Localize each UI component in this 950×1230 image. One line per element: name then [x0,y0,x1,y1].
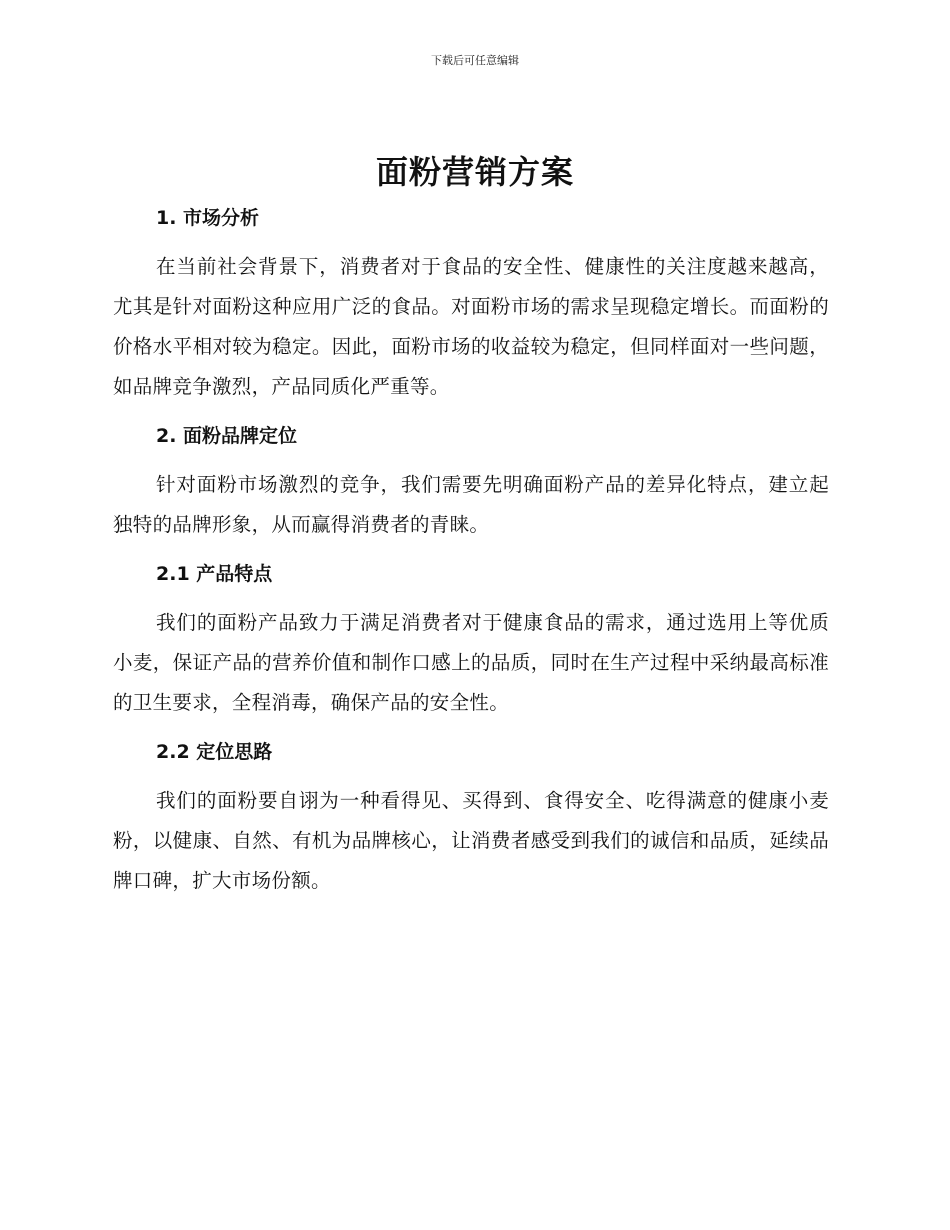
page-header-note: 下载后可任意编辑 [431,54,519,67]
document-body [113,203,829,901]
section-positioning-ideas [113,737,829,901]
section-paragraph: 针对面粉市场激烈的竞争，我们需要先明确面粉产品的差异化特点，建立起独特的品牌形象，从而赢得消费者的青睐。 [113,473,829,536]
document-title: 面粉营销方案 [375,153,574,191]
section-market-analysis [113,203,829,407]
section-brand-positioning [113,421,829,545]
section-heading: 2.1 产品特点 [156,563,273,585]
section-paragraph: 我们的面粉要自诩为一种看得见、买得到、食得安全、吃得满意的健康小麦粉，以健康、自然、有机为品牌核心，让消费者感受到我们的诚信和品质，延续品牌口碑，扩大市场份额。 [113,789,829,892]
section-paragraph: 我们的面粉产品致力于满足消费者对于健康食品的需求，通过选用上等优质小麦，保证产品的营养价值和制作口感上的品质，同时在生产过程中采纳最高标准的卫生要求，全程消毒，确保产品的安全性。 [113,611,829,714]
section-heading: 2. 面粉品牌定位 [156,425,298,447]
section-product-features [113,559,829,723]
section-heading: 2.2 定位思路 [156,741,273,763]
section-paragraph: 在当前社会背景下，消费者对于食品的安全性、健康性的关注度越来越高，尤其是针对面粉这种应用广泛的食品。对面粉市场的需求呈现稳定增长。而面粉的价格水平相对较为稳定。因此，面粉市场的收益较为稳定，但同样面对一些问题，如品牌竞争激烈，产品同质化严重等。 [113,255,829,398]
section-heading: 1. 市场分析 [156,207,260,229]
